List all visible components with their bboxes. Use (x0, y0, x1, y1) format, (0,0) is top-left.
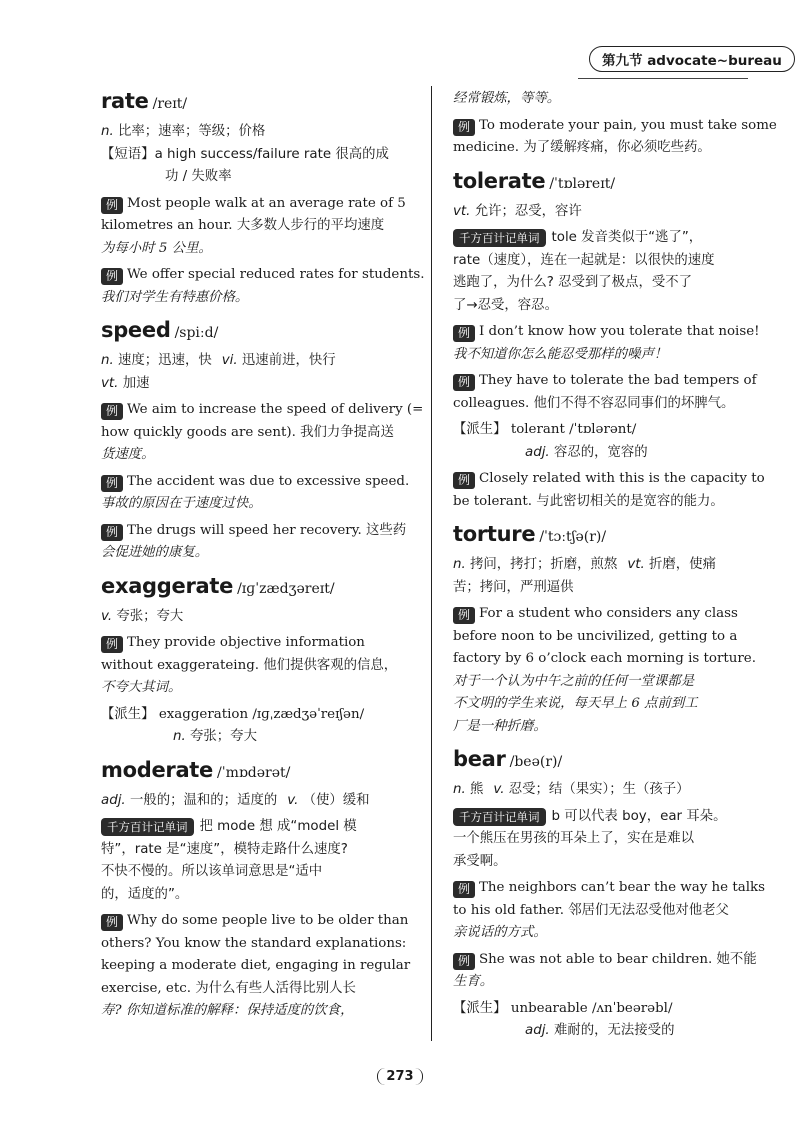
phonetic: /ˈmɒdərət/ (217, 764, 291, 781)
headword: moderate (101, 757, 213, 782)
example: 例 The neighbors can’t bear the way he talks to his old father. 邻居们无法忍受他对他老父 亲说话的方式。 (453, 880, 765, 940)
definition: n. 拷问，拷打；折磨，煎熬 vt. 折磨，使痛 (453, 557, 716, 572)
entry-rate: rate /reɪt/ n. 比率；速率；等级；价格 【短语】a high success/failure rate 很高的成 功 / 失败率 例 Most people walk at an average rate of 5 kilometres an hour. 大多数人步行的平均速度 为每小时 5 公里。 例 We offer special reduced rates for students. 我们对学生有特惠价格。 (101, 88, 407, 309)
example-icon: 例 (101, 403, 123, 420)
headword: bear (453, 747, 506, 771)
example-icon: 例 (453, 119, 475, 136)
phonetic: /ɪɡˈzædʒəreɪt/ (237, 580, 335, 597)
memory-badge: 千方百计记单词 (453, 808, 546, 826)
phonetic: /spiːd/ (174, 325, 219, 341)
entry-torture: torture /ˈtɔːtʃə(r)/ n. 拷问，拷打；折磨，煎熬 vt. 折磨，使痛 苦；拷问，严刑逼供 例 For a student who considers any class before noon to be uncivilized, getting to a factory by 6 o’clock each morning is torture. 对于一个认为中午之前的任何一堂课都是 不文明的学生来说，每天早上 6 点前到工 厂是一种折磨。 (453, 521, 761, 738)
headword: speed (101, 318, 171, 342)
definition: n. 熊 v. 忍受；结（果实）；生（孩子） (453, 782, 690, 797)
memory-tip: 千方百计记单词 把 mode 想 成“model 模 特”，rate 是“速度”，模特走路什么速度? 不快不慢的。所以该单词意思是“适中 的，适度的”。 (101, 819, 357, 902)
headword: exaggerate (101, 573, 234, 598)
definition: vt. 允许；忍受，容许 (453, 203, 582, 219)
derivative: 【派生】 tolerant /ˈtɒlərənt/ adj. 容忍的，宽容的 (453, 422, 648, 460)
example: 例 To moderate your pain, you must take some medicine. 为了缓解疼痛，你必须吃些药。 (453, 117, 777, 155)
example: 例 The accident was due to excessive speed. 事故的原因在于速度过快。 (101, 473, 410, 511)
example: 例 We aim to increase the speed of delivery (= how quickly goods are sent). 我们力争提高送 货速度。 (101, 402, 424, 462)
right-column (453, 88, 777, 1051)
entry-moderate-continued: 经常锻炼，等等。 例 To moderate your pain, you must take some medicine. 为了缓解疼痛，你必须吃些药。 (453, 88, 761, 160)
memory-tip: 千方百计记单词 tole 发音类似于“逃了”， rate（速度），连在一起就是：以很快的速度 逃跑了，为什么? 忍受到了极点，受不了 了→忍受，容忍。 (453, 230, 715, 313)
example-icon: 例 (453, 374, 475, 391)
example: 例 The drugs will speed her recovery. 这些药 会促进她的康复。 (101, 522, 407, 560)
section-header: 第九节 advocate~bureau (589, 46, 795, 72)
example: 例 For a student who considers any class before noon to be uncivilized, getting to a factory by 6 o’clock each morning is torture. 对于一个认为中午之前的任何一堂课都是 不文明的学生来说，每天早上 6 点前到工 厂是一种折磨。 (453, 606, 756, 734)
entry-bear (453, 746, 765, 1043)
phrase: 【短语】a high success/failure rate 很高的成 (101, 146, 389, 162)
example: 例 Why do some people live to be older than others? You know the standard explanations: keeping a moderate diet, engaging in regular exercise, etc. 为什么有些人活得比别人长 寿? 你知道标准的解释：保持适度的饮食， (101, 913, 411, 1018)
example: 例 We offer special reduced rates for students. 我们对学生有特惠价格。 (101, 267, 425, 305)
example-icon: 例 (101, 268, 123, 285)
example: 例 They provide objective information without exaggerateing. 他们提供客观的信息， 不夸大其词。 (101, 635, 398, 695)
entry-exaggerate (101, 573, 407, 749)
memory-badge: 千方百计记单词 (453, 229, 546, 247)
example-icon: 例 (453, 325, 475, 342)
header-rule (578, 78, 748, 79)
example-icon: 例 (101, 524, 123, 541)
column-divider (431, 86, 432, 1041)
phonetic: /ˈtɒləreɪt/ (549, 175, 616, 192)
example-icon: 例 (453, 472, 475, 489)
example: 例 They have to tolerate the bad tempers of colleagues. 他们不得不容忍同事们的坏脾气。 (453, 373, 757, 411)
memory-tip: 千方百计记单词 b 可以代表 boy，ear 耳朵。 一个熊压在男孩的耳朵上了，实在是难以 承受啊。 (453, 808, 727, 869)
example-icon: 例 (453, 953, 475, 970)
entry-tolerate (453, 168, 765, 514)
example-icon: 例 (453, 881, 475, 898)
phonetic: /beə(r)/ (509, 754, 563, 770)
example-icon: 例 (101, 475, 123, 492)
entry-speed (101, 317, 424, 565)
memory-badge: 千方百计记单词 (101, 818, 194, 836)
example: 例 I don’t know how you tolerate that noise! 我不知道你怎么能忍受那样的噪声！ (453, 324, 760, 362)
phonetic: /ˈtɔːtʃə(r)/ (539, 529, 607, 545)
definition: v. 夸张；夸大 (101, 608, 184, 624)
left-column (101, 88, 425, 1031)
derivative: 【派生】 unbearable /ʌnˈbeərəbl/ adj. 难耐的，无法接受的 (453, 1000, 675, 1038)
example: 例 She was not able to bear children. 她不能 生育。 (453, 951, 757, 989)
example: 例 Most people walk at an average rate of 5 kilometres an hour. 大多数人步行的平均速度 为每小时 5 公里。 (101, 195, 406, 256)
definition: n. 速度；迅速，快 vi. 迅速前进，快行 (101, 353, 336, 368)
definition: adj. 一般的；温和的；适度的 v. （使）缓和 (101, 792, 370, 808)
phonetic: /reɪt/ (152, 96, 188, 112)
entry-moderate (101, 757, 411, 1023)
example: 例 Closely related with this is the capacity to be tolerant. 与此密切相关的是宽容的能力。 (453, 471, 765, 509)
example-icon: 例 (101, 636, 123, 653)
headword: rate (101, 89, 149, 113)
definition: n. 比率；速率；等级；价格 (101, 124, 266, 139)
definition: vt. 加速 (101, 375, 150, 391)
headword: tolerate (453, 168, 546, 193)
example-icon: 例 (453, 607, 475, 624)
headword: torture (453, 522, 536, 546)
example-icon: 例 (101, 914, 123, 931)
example-icon: 例 (101, 197, 123, 214)
derivative: 【派生】 exaggeration /ɪɡˌzædʒəˈreɪʃən/ n. 夸张；夸大 (101, 706, 365, 744)
page-number: 273 (0, 1068, 800, 1085)
